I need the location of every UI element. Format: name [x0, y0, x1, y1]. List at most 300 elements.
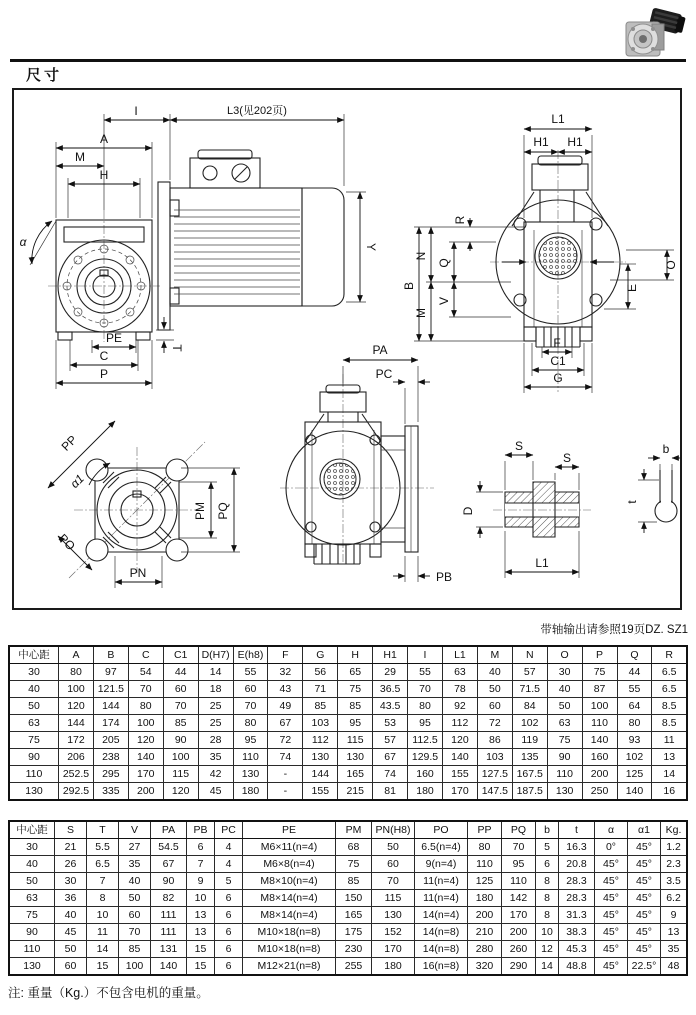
table-cell: 4 [215, 839, 243, 856]
table-cell: 112 [442, 715, 477, 732]
table-cell: 11(n=4) [415, 873, 468, 890]
table-cell: 54.5 [151, 839, 187, 856]
table-cell: 18 [198, 681, 233, 698]
table-cell: 68 [336, 839, 372, 856]
dim-label-pb: PB [435, 570, 453, 584]
table-row [9, 749, 687, 766]
table-cell: 70 [119, 924, 151, 941]
table-row [9, 715, 687, 732]
table-cell: M8×10(n=4) [243, 873, 336, 890]
column-header: G [303, 646, 338, 664]
table-cell: 45° [595, 873, 628, 890]
column-header: α [595, 821, 628, 839]
table-cell: 45° [628, 924, 661, 941]
table-cell: 13 [187, 924, 215, 941]
table-cell: M8×14(n=4) [243, 890, 336, 907]
table-cell: 6 [187, 839, 215, 856]
table-cell: 10 [187, 890, 215, 907]
table-cell: 111 [151, 907, 187, 924]
table-cell: 38.3 [559, 924, 595, 941]
column-header: C [128, 646, 163, 664]
table-cell: 55 [408, 664, 443, 681]
table-cell: 13 [661, 924, 688, 941]
table-cell: 60 [55, 958, 87, 976]
table-cell: 63 [547, 715, 582, 732]
table-cell: 130 [9, 958, 55, 976]
table-cell: 45 [198, 783, 233, 801]
table-cell: 14 [87, 941, 119, 958]
table-cell: 110 [547, 766, 582, 783]
table-cell: 6.2 [661, 890, 688, 907]
table-cell: 11 [87, 924, 119, 941]
table-cell: 8.5 [652, 715, 687, 732]
table-cell: 80 [408, 698, 443, 715]
dim-label-pa: PA [372, 343, 388, 357]
table-cell: 6 [215, 941, 243, 958]
table-cell: 50 [372, 839, 415, 856]
dim-label-pp: PP [58, 432, 80, 454]
table-cell: 72 [268, 732, 303, 749]
table-cell: 8 [87, 890, 119, 907]
column-header: V [119, 821, 151, 839]
table-cell: 50 [547, 698, 582, 715]
table-cell: 30 [547, 664, 582, 681]
table-cell: 85 [119, 941, 151, 958]
table-cell: 120 [59, 698, 94, 715]
table-cell: 9 [187, 873, 215, 890]
table-cell: 100 [59, 681, 94, 698]
table-cell: 6.5 [652, 681, 687, 698]
table-cell: 80 [617, 715, 652, 732]
table-cell: 250 [582, 783, 617, 801]
table-cell: 8 [536, 907, 559, 924]
table-cell: 260 [502, 941, 536, 958]
output-flange-view-drawing [48, 421, 240, 588]
dim-label-q: Q [437, 258, 451, 268]
table-cell: 125 [617, 766, 652, 783]
table-cell: 28 [198, 732, 233, 749]
dim-label-s-right: S [562, 451, 572, 465]
table-cell: 174 [93, 715, 128, 732]
gearbox-photo [610, 6, 690, 62]
table-cell: 15 [187, 941, 215, 958]
column-header: b [536, 821, 559, 839]
dimension-drawings-panel [12, 88, 682, 610]
table-cell: 144 [59, 715, 94, 732]
table-cell: 35 [198, 749, 233, 766]
table-cell: 95 [233, 732, 268, 749]
column-header: I [408, 646, 443, 664]
table-cell: 82 [151, 890, 187, 907]
table-cell: 50 [55, 941, 87, 958]
table-cell: 75 [582, 664, 617, 681]
table-row [9, 958, 687, 976]
table-cell: 121.5 [93, 681, 128, 698]
table-cell: 49 [268, 698, 303, 715]
column-header: H1 [373, 646, 408, 664]
column-header: P [582, 646, 617, 664]
table-cell: 8.5 [652, 698, 687, 715]
table-cell: 80 [468, 839, 502, 856]
table-cell: 140 [582, 732, 617, 749]
table-cell: 11(n=4) [415, 890, 468, 907]
table-cell: M12×21(n=8) [243, 958, 336, 976]
dim-label-alpha: α [19, 235, 27, 249]
table-cell: 67 [268, 715, 303, 732]
dimension-table-1-wrap [8, 645, 688, 801]
table-cell: 45.3 [559, 941, 595, 958]
table-cell: 9(n=4) [415, 856, 468, 873]
table-cell: 71.5 [512, 681, 547, 698]
table-cell: 44 [163, 664, 198, 681]
dim-label-i: I [134, 104, 138, 118]
table-cell: 40 [119, 873, 151, 890]
table-cell: 102 [617, 749, 652, 766]
table-cell: 25 [198, 698, 233, 715]
table-cell: 42 [198, 766, 233, 783]
table-cell: 120 [163, 783, 198, 801]
table-cell: 215 [338, 783, 373, 801]
table-cell: 21 [55, 839, 87, 856]
table-cell: 290 [502, 958, 536, 976]
table-cell: 127.5 [477, 766, 512, 783]
table-cell: 6 [215, 958, 243, 976]
table-cell: 210 [468, 924, 502, 941]
dim-label-alpha1: α1 [67, 471, 87, 491]
table-cell: 3.5 [661, 873, 688, 890]
table-cell: 142 [502, 890, 536, 907]
column-header: t [559, 821, 595, 839]
table-row [9, 839, 687, 856]
table-cell: 60 [233, 681, 268, 698]
table-cell: 85 [338, 698, 373, 715]
dim-label-pm: PM [193, 502, 207, 520]
table-cell: 43.5 [373, 698, 408, 715]
dim-label-s-left: S [514, 439, 524, 453]
table-cell: 11 [652, 732, 687, 749]
table-cell: 100 [582, 698, 617, 715]
table-cell: 205 [93, 732, 128, 749]
table-cell: 57 [373, 732, 408, 749]
table-cell: 130 [372, 907, 415, 924]
dim-label-o: O [664, 260, 678, 270]
table-cell: 60 [163, 681, 198, 698]
table-cell: 97 [93, 664, 128, 681]
table-cell: 45° [628, 839, 661, 856]
table-cell: 200 [582, 766, 617, 783]
front-view-with-motor-drawing [20, 104, 378, 389]
table-cell: 45° [595, 856, 628, 873]
table-cell: 95 [338, 715, 373, 732]
dim-label-p: P [99, 367, 109, 381]
table-cell: 152 [372, 924, 415, 941]
table-cell: 45° [595, 890, 628, 907]
table-cell: 44 [617, 664, 652, 681]
column-header: S [55, 821, 87, 839]
column-header: PE [243, 821, 336, 839]
table-cell: 6.5(n=4) [415, 839, 468, 856]
table-cell: 135 [512, 749, 547, 766]
table-cell: 74 [373, 766, 408, 783]
column-header: F [268, 646, 303, 664]
table-cell: 0° [595, 839, 628, 856]
table-cell: 170 [442, 783, 477, 801]
table-cell: 64 [617, 698, 652, 715]
table-cell: 130 [303, 749, 338, 766]
table-cell: 30 [9, 664, 59, 681]
table-cell: 167.5 [512, 766, 547, 783]
dim-label-t: T [170, 344, 184, 352]
table-cell: 130 [233, 766, 268, 783]
column-header: L1 [442, 646, 477, 664]
column-header: PB [187, 821, 215, 839]
column-header: Kg. [661, 821, 688, 839]
table-cell: 120 [128, 732, 163, 749]
dim-label-r: R [453, 215, 467, 225]
table-cell: 1.2 [661, 839, 688, 856]
table-cell: - [268, 766, 303, 783]
table-cell: 120 [442, 732, 477, 749]
dim-label-pq: PQ [216, 502, 230, 520]
table-cell: 90 [163, 732, 198, 749]
table-cell: 160 [582, 749, 617, 766]
table-cell: 6 [536, 856, 559, 873]
column-header: N [512, 646, 547, 664]
dim-label-e: E [625, 283, 639, 293]
dim-label-pn: PN [129, 566, 147, 580]
table-cell: M10×18(n=8) [243, 924, 336, 941]
table-cell: 100 [119, 958, 151, 976]
table-cell: 40 [9, 681, 59, 698]
table-cell: 70 [408, 681, 443, 698]
table-header-row [9, 821, 687, 839]
table-cell: 150 [336, 890, 372, 907]
gearbox-photo-image [610, 6, 690, 62]
table-cell: 115 [372, 890, 415, 907]
table-cell: 28.3 [559, 873, 595, 890]
table-cell: 74 [268, 749, 303, 766]
table-row [9, 890, 687, 907]
table-cell: 7 [87, 873, 119, 890]
table-cell: 45° [628, 907, 661, 924]
table-cell: 92 [442, 698, 477, 715]
dim-label-h1-left: H1 [533, 135, 549, 149]
table-cell: 5.5 [87, 839, 119, 856]
dim-label-g: G [553, 371, 563, 385]
table-cell: 200 [502, 924, 536, 941]
table-cell: 112.5 [408, 732, 443, 749]
table-cell: 45° [628, 890, 661, 907]
dim-label-h: H [99, 168, 109, 182]
table-cell: 16.3 [559, 839, 595, 856]
table-cell: 95 [408, 715, 443, 732]
table-row [9, 856, 687, 873]
table-cell: 13 [652, 749, 687, 766]
table-cell: 85 [336, 873, 372, 890]
table-cell: 14 [652, 766, 687, 783]
table-cell: 144 [93, 698, 128, 715]
table-cell: 27 [119, 839, 151, 856]
table-cell: M10×18(n=8) [243, 941, 336, 958]
table-cell: 45° [595, 958, 628, 976]
table-cell: 155 [442, 766, 477, 783]
table-cell: 15 [87, 958, 119, 976]
table-cell: 86 [477, 732, 512, 749]
table-cell: 16(n=8) [415, 958, 468, 976]
dim-label-b: B [402, 281, 416, 291]
table-cell: 75 [9, 907, 55, 924]
table-cell: 45° [595, 941, 628, 958]
table-cell: 295 [93, 766, 128, 783]
dim-label-t-key: t [625, 500, 639, 504]
table-cell: 111 [151, 924, 187, 941]
table-cell: 5 [536, 839, 559, 856]
table-cell: 20.8 [559, 856, 595, 873]
column-header: C1 [163, 646, 198, 664]
table-cell: 238 [93, 749, 128, 766]
table-cell: 206 [59, 749, 94, 766]
table-cell: 147.5 [477, 783, 512, 801]
table-cell: 90 [151, 873, 187, 890]
table-row [9, 732, 687, 749]
shaft-output-note: 带轴输出请参照19页DZ. SZ1 [540, 624, 688, 636]
table-cell: 78 [442, 681, 477, 698]
table-cell: 112 [303, 732, 338, 749]
table-cell: 170 [372, 941, 415, 958]
table-cell: 75 [9, 732, 59, 749]
table-cell: 110 [9, 941, 55, 958]
table-cell: 140 [128, 749, 163, 766]
table-row [9, 698, 687, 715]
table-cell: 110 [468, 856, 502, 873]
dim-label-f: F [553, 336, 561, 350]
dimension-table-1 [8, 645, 688, 801]
table-cell: M6×8(n=4) [243, 856, 336, 873]
table-cell: 9 [661, 907, 688, 924]
table-cell: 6.5 [87, 856, 119, 873]
table-cell: 93 [617, 732, 652, 749]
table-cell: 80 [128, 698, 163, 715]
column-header: PP [468, 821, 502, 839]
table-cell: 180 [372, 958, 415, 976]
table-cell: 30 [9, 839, 55, 856]
table-cell: 50 [119, 890, 151, 907]
dim-label-pe: PE [105, 331, 123, 345]
rear-view-drawing [402, 112, 678, 393]
table-cell: 180 [468, 890, 502, 907]
table-cell: 80 [59, 664, 94, 681]
table-cell: 14 [198, 664, 233, 681]
column-header: T [87, 821, 119, 839]
column-header: M [477, 646, 512, 664]
table-cell: 129.5 [408, 749, 443, 766]
table-cell: 90 [9, 749, 59, 766]
table-cell: 335 [93, 783, 128, 801]
table-cell: 87 [582, 681, 617, 698]
table-cell: 103 [303, 715, 338, 732]
table-cell: 35 [661, 941, 688, 958]
table-cell: 110 [502, 873, 536, 890]
table-cell: 50 [9, 873, 55, 890]
table-cell: 67 [373, 749, 408, 766]
table-cell: 165 [338, 766, 373, 783]
table-cell: M8×14(n=4) [243, 907, 336, 924]
keyway-detail-drawing [625, 442, 680, 533]
table-cell: 95 [502, 856, 536, 873]
dim-label-n: N [414, 251, 428, 261]
table-cell: 70 [163, 698, 198, 715]
table-cell: 85 [163, 715, 198, 732]
table-cell: 90 [547, 749, 582, 766]
table-cell: 5 [215, 873, 243, 890]
table-cell: 200 [128, 783, 163, 801]
table-cell: 36 [55, 890, 87, 907]
column-header: R [652, 646, 687, 664]
column-header: D(H7) [198, 646, 233, 664]
table-cell: 56 [303, 664, 338, 681]
table-cell: 125 [468, 873, 502, 890]
table-cell: 53 [373, 715, 408, 732]
table-cell: 60 [477, 698, 512, 715]
dim-label-y: Y [364, 242, 378, 252]
table-cell: 6.5 [652, 664, 687, 681]
table-cell: 16 [652, 783, 687, 801]
column-header: PN(H8) [372, 821, 415, 839]
dim-label-pc: PC [375, 367, 393, 381]
table-cell: 55 [233, 664, 268, 681]
table-cell: 14(n=8) [415, 924, 468, 941]
column-header: H [338, 646, 373, 664]
table-cell: 130 [547, 783, 582, 801]
table-cell: 22.5° [628, 958, 661, 976]
table-cell: 130 [338, 749, 373, 766]
table-row [9, 873, 687, 890]
column-header: PM [336, 821, 372, 839]
table-cell: 180 [233, 783, 268, 801]
table-row [9, 907, 687, 924]
dim-label-c1: C1 [550, 354, 566, 368]
table-cell: 84 [512, 698, 547, 715]
table-cell: 57 [512, 664, 547, 681]
table-cell: 14(n=8) [415, 941, 468, 958]
table-cell: 90 [9, 924, 55, 941]
table-cell: 130 [9, 783, 59, 801]
table-cell: 60 [119, 907, 151, 924]
table-cell: 32 [268, 664, 303, 681]
dim-label-c: C [99, 349, 109, 363]
table-cell: 45° [595, 907, 628, 924]
column-header: α1 [628, 821, 661, 839]
table-row [9, 783, 687, 801]
table-cell: 170 [128, 766, 163, 783]
table-cell: 165 [336, 907, 372, 924]
table-cell: 40 [477, 664, 512, 681]
dim-label-a: A [99, 132, 109, 146]
table-cell: 50 [9, 698, 59, 715]
column-header: 中心距 [9, 646, 59, 664]
table-cell: 70 [502, 839, 536, 856]
table-cell: 140 [442, 749, 477, 766]
dim-label-m-side: M [414, 308, 428, 318]
table-row [9, 766, 687, 783]
column-header: PQ [502, 821, 536, 839]
table-cell: 80 [233, 715, 268, 732]
table-cell: 180 [408, 783, 443, 801]
table-cell: 187.5 [512, 783, 547, 801]
table-cell: 31.3 [559, 907, 595, 924]
column-header: 中心距 [9, 821, 55, 839]
table-cell: 10 [87, 907, 119, 924]
